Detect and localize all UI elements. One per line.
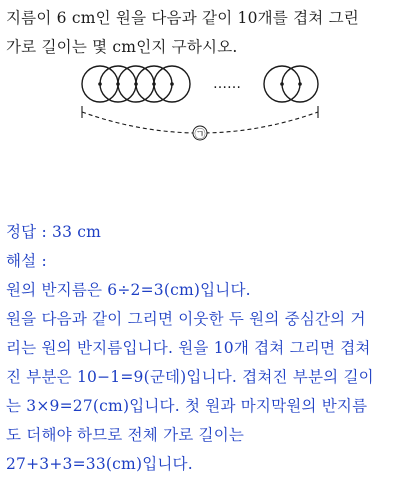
explanation-line: 원의 반지름은 6÷2=3(cm)입니다. bbox=[6, 281, 251, 299]
center-dot bbox=[116, 82, 120, 86]
center-dot bbox=[170, 82, 174, 86]
explanation-line: 리는 원의 반지름입니다. 원을 10개 겹쳐 그리면 겹쳐 bbox=[6, 339, 371, 357]
center-dot bbox=[298, 82, 302, 86]
center-dot bbox=[152, 82, 156, 86]
explanation-heading: 해설 : bbox=[6, 252, 47, 270]
problem-line-2: 가로 길이는 몇 cm인지 구하시오. bbox=[6, 38, 238, 56]
answer-line: 정답 : 33 cm bbox=[6, 223, 102, 241]
label-text: ㉠ bbox=[194, 127, 206, 141]
explanation-line: 진 부분은 10−1=9(군데)입니다. 겹쳐진 부분의 길이 bbox=[6, 368, 374, 386]
explanation-line: 27+3+3=33(cm)입니다. bbox=[6, 455, 193, 473]
problem-text bbox=[6, 4, 398, 62]
explanation-line: 원을 다음과 같이 그리면 이웃한 두 원의 중심간의 거 bbox=[6, 310, 366, 328]
explanation-line: 도 더해야 하므로 전체 가로 길이는 bbox=[6, 426, 245, 444]
ellipsis-dots: …… bbox=[213, 76, 241, 92]
center-dot bbox=[280, 82, 284, 86]
center-dot bbox=[98, 82, 102, 86]
overlapping-circles-figure bbox=[70, 62, 330, 158]
explanation-line: 는 3×9=27(cm)입니다. 첫 원과 마지막원의 반지름 bbox=[6, 397, 368, 415]
problem-line-1: 지름이 6 cm인 원을 다음과 같이 10개를 겹쳐 그린 bbox=[6, 9, 359, 27]
label-marker bbox=[193, 126, 207, 141]
circles-diagram bbox=[70, 62, 330, 158]
solution-block bbox=[6, 218, 398, 479]
center-dot bbox=[134, 82, 138, 86]
